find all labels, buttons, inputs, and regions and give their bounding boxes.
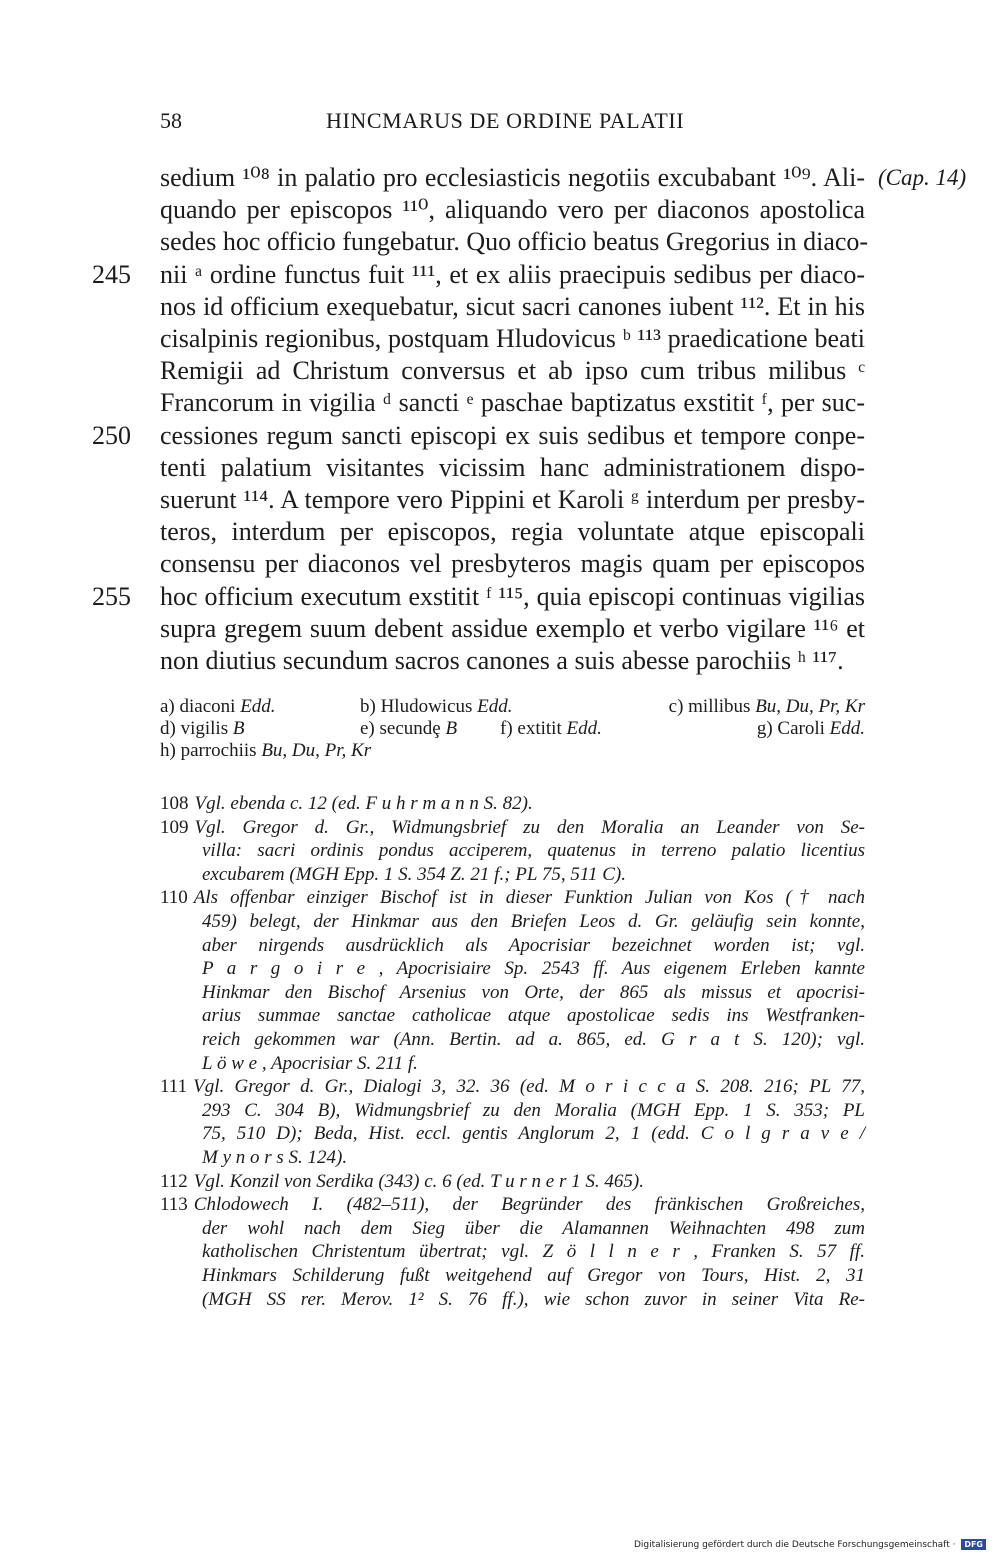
apparatus-row (160, 740, 865, 762)
footnote-line (160, 863, 865, 887)
dfg-credit (634, 1539, 986, 1550)
text-line: cisalpinis regionibus, postquam Hludovicus ᵇ ¹¹³ praedicatione beati (160, 324, 865, 353)
footnote-line (160, 1099, 865, 1123)
apparatus-reading: d) vigilis (160, 718, 233, 739)
apparatus-reading: f) extitit (500, 718, 567, 739)
apparatus-witness: Edd. (566, 718, 602, 739)
apparatus-witness: B (445, 718, 458, 739)
footnote-text: 293 C. 304 B), Widmungsbrief zu den Moralia (MGH Epp. 1 S. 353; PL (202, 1099, 865, 1121)
footnote-number: 111 (160, 1076, 188, 1098)
line-number: 255 (92, 581, 131, 611)
running-title: HINCMARUS DE ORDINE PALATII (326, 108, 685, 133)
dfg-credit-text: Digitalisierung gefördert durch die Deutsche Forschungsgemeinschaft · (633, 1540, 956, 1550)
footnote-line (160, 1240, 865, 1264)
line-number: 245 (92, 259, 131, 289)
footnote (160, 792, 865, 816)
apparatus-witness: Edd. (477, 696, 513, 717)
footnote-number: 109 (160, 816, 189, 838)
text-line: sedium ¹⁰⁸ in palatio pro ecclesiasticis negotiis excubabant ¹⁰⁹. Ali- (160, 163, 865, 192)
text-line: hoc officium executum exstitit ᶠ ¹¹⁵, quia episcopi continuas vigilias (160, 581, 865, 611)
footnote-text: excubarem (MGH Epp. 1 S. 354 Z. 21 f.; PL 75, 511 C). (202, 863, 626, 885)
footnote (160, 1170, 865, 1194)
apparatus-note (160, 740, 371, 762)
footnote-text: Hinkmars Schilderung fußt weitgehend auf Gregor von Tours, Hist. 2, 31 (202, 1265, 865, 1286)
footnote-text: katholischen Christentum übertrat; vgl. Z ö l l n e r , Franken S. 57 ff. (202, 1241, 865, 1263)
footnote-line (160, 1288, 865, 1312)
text-line: nii ᵃ ordine functus fuit ¹¹¹, et ex aliis praecipuis sedibus per diaco- (160, 259, 865, 289)
apparatus-note (360, 696, 513, 718)
apparatus-witness: Edd. (240, 696, 276, 717)
footnote (160, 1075, 865, 1099)
text-line: suerunt ¹¹⁴. A tempore vero Pippini et Karoli ᵍ interdum per presby- (160, 485, 865, 514)
apparatus-note (160, 696, 276, 718)
footnote-line (160, 839, 865, 863)
apparatus-note (160, 718, 244, 740)
footnote-text: (MGH SS rer. Merov. 1² S. 76 ff.), wie schon zuvor in seiner Vita Re- (202, 1288, 865, 1310)
text-line: cessiones regum sancti episcopi ex suis sedibus et tempore conpe- (160, 420, 865, 450)
text-line: nos id officium exequebatur, sicut sacri canones iubent ¹¹². Et in his (160, 291, 865, 321)
text-line: Francorum in vigilia ᵈ sancti ᵉ paschae baptizatus exstitit ᶠ, per suc- (160, 388, 865, 418)
footnote-number: 110 (160, 887, 188, 909)
apparatus-note (669, 696, 865, 718)
footnote-text: Hinkmar den Bischof Arsenius von Orte, der 865 als missus et apocrisi- (202, 981, 865, 1003)
footnote (160, 886, 865, 910)
footnote-line (160, 1264, 865, 1288)
footnote-text: P a r g o i r e , Apocrisiaire Sp. 2543 ff. Aus eigenem Erleben kannte (202, 958, 865, 980)
apparatus-reading: c) millibus (668, 696, 756, 717)
page-number: 58 (160, 108, 182, 133)
footnote-text: L ö w e , Apocrisiar S. 211 f. (202, 1052, 418, 1074)
footnote-text: Vgl. Konzil von Serdika (343) c. 6 (ed. T u r n e r 1 S. 465). (193, 1170, 644, 1192)
apparatus-note (500, 718, 602, 740)
footnote-text: Vgl. Gregor d. Gr., Widmungsbrief zu den Moralia an Leander von Se- (194, 816, 865, 838)
apparatus-reading: g) Caroli (756, 718, 830, 739)
footnote-line (160, 1217, 865, 1241)
text-line: quando per episcopos ¹¹⁰, aliquando vero per diaconos apostolica (160, 195, 865, 225)
footnote-line (160, 910, 865, 934)
footnote-number: 112 (160, 1170, 188, 1192)
footnote-text: reich gekommen war (Ann. Bertin. ad a. 865, ed. G r a t S. 120); vgl. (202, 1029, 865, 1050)
footnote-text: Vgl. Gregor d. Gr., Dialogi 3, 32. 36 (ed. M o r i c c a S. 208. 216; PL 77, (193, 1076, 865, 1098)
footnote-text: Als offenbar einziger Bischof ist in dieser Funktion Julian von Kos († nach (193, 887, 865, 909)
footnote-line (160, 1052, 865, 1076)
footnote-text: M y n o r s S. 124). (202, 1147, 348, 1168)
footnote-line (160, 1004, 865, 1028)
footnote-text: Vgl. ebenda c. 12 (ed. F u h r m a n n S. 82). (194, 793, 533, 814)
footnote-line (160, 1122, 865, 1146)
text-line: supra gregem suum debent assidue exemplo et verbo vigilare ¹¹⁶ et (160, 613, 865, 643)
apparatus-row (160, 718, 865, 740)
text-line: non diutius secundum sacros canones a suis abesse parochiis ʰ ¹¹⁷. (160, 646, 844, 675)
footnote-text: 459) belegt, der Hinkmar aus den Briefen Leos d. Gr. geläufig sein konnte, (202, 911, 865, 932)
footnote-text: aber nirgends ausdrücklich als Apocrisiar bezeichnet worden ist; vgl. (202, 934, 865, 956)
footnote (160, 1193, 865, 1217)
footnote-line (160, 1028, 865, 1052)
footnote-number: 108 (160, 793, 189, 814)
footnote-line (160, 957, 865, 981)
apparatus-row (160, 696, 865, 718)
footnote-line (160, 934, 865, 958)
apparatus-witness: Edd. (829, 718, 865, 739)
text-line: consensu per diaconos vel presbyteros magis quam per episcopos (160, 549, 865, 579)
footnote-text: Chlodowech I. (482–511), der Begründer des fränkischen Großreiches, (193, 1194, 865, 1216)
footnote-line (160, 1146, 865, 1170)
footnote-text: 75, 510 D); Beda, Hist. eccl. gentis Anglorum 2, 1 (edd. C o l g r a v e / (202, 1123, 865, 1145)
apparatus-witness: Bu, Du, Pr, Kr (261, 740, 372, 761)
apparatus-reading: b) Hludowicus (360, 696, 478, 717)
footnote-text: arius summae sanctae catholicae atque apostolicae sedis ins Westfranken- (202, 1005, 865, 1027)
text-line: Remigii ad Christum conversus et ab ipso cum tribus milibus ᶜ (160, 356, 865, 386)
text-line: teros, interdum per episcopos, regia voluntate atque episcopali (160, 517, 865, 547)
line-number: 250 (92, 420, 131, 450)
apparatus-witness: Bu, Du, Pr, Kr (755, 696, 865, 717)
footnote (160, 816, 865, 840)
footnote-text: der wohl nach dem Sieg über die Alamannen Weihnachten 498 zum (202, 1217, 865, 1239)
footnote-number: 113 (160, 1194, 188, 1216)
apparatus-witness: B (232, 718, 245, 739)
apparatus-reading: a) diaconi (160, 696, 241, 717)
dfg-logo: DFG (961, 1539, 986, 1550)
apparatus-reading: e) secundȩ (360, 718, 446, 739)
apparatus-note (757, 718, 865, 740)
footnote-text: villa: sacri ordinis pondus acciperem, quatenus in terreno palatio licentius (202, 840, 865, 862)
text-line: sedes hoc officio fungebatur. Quo officio beatus Gregorius in diaco- (160, 227, 869, 257)
apparatus-reading: h) parrochiis (160, 740, 262, 761)
text-line: tenti palatium visitantes vicissim hanc administrationem dispo- (160, 452, 865, 482)
footnote-line (160, 981, 865, 1005)
chapter-reference: (Cap. 14) (878, 165, 967, 190)
apparatus-note (360, 718, 457, 740)
